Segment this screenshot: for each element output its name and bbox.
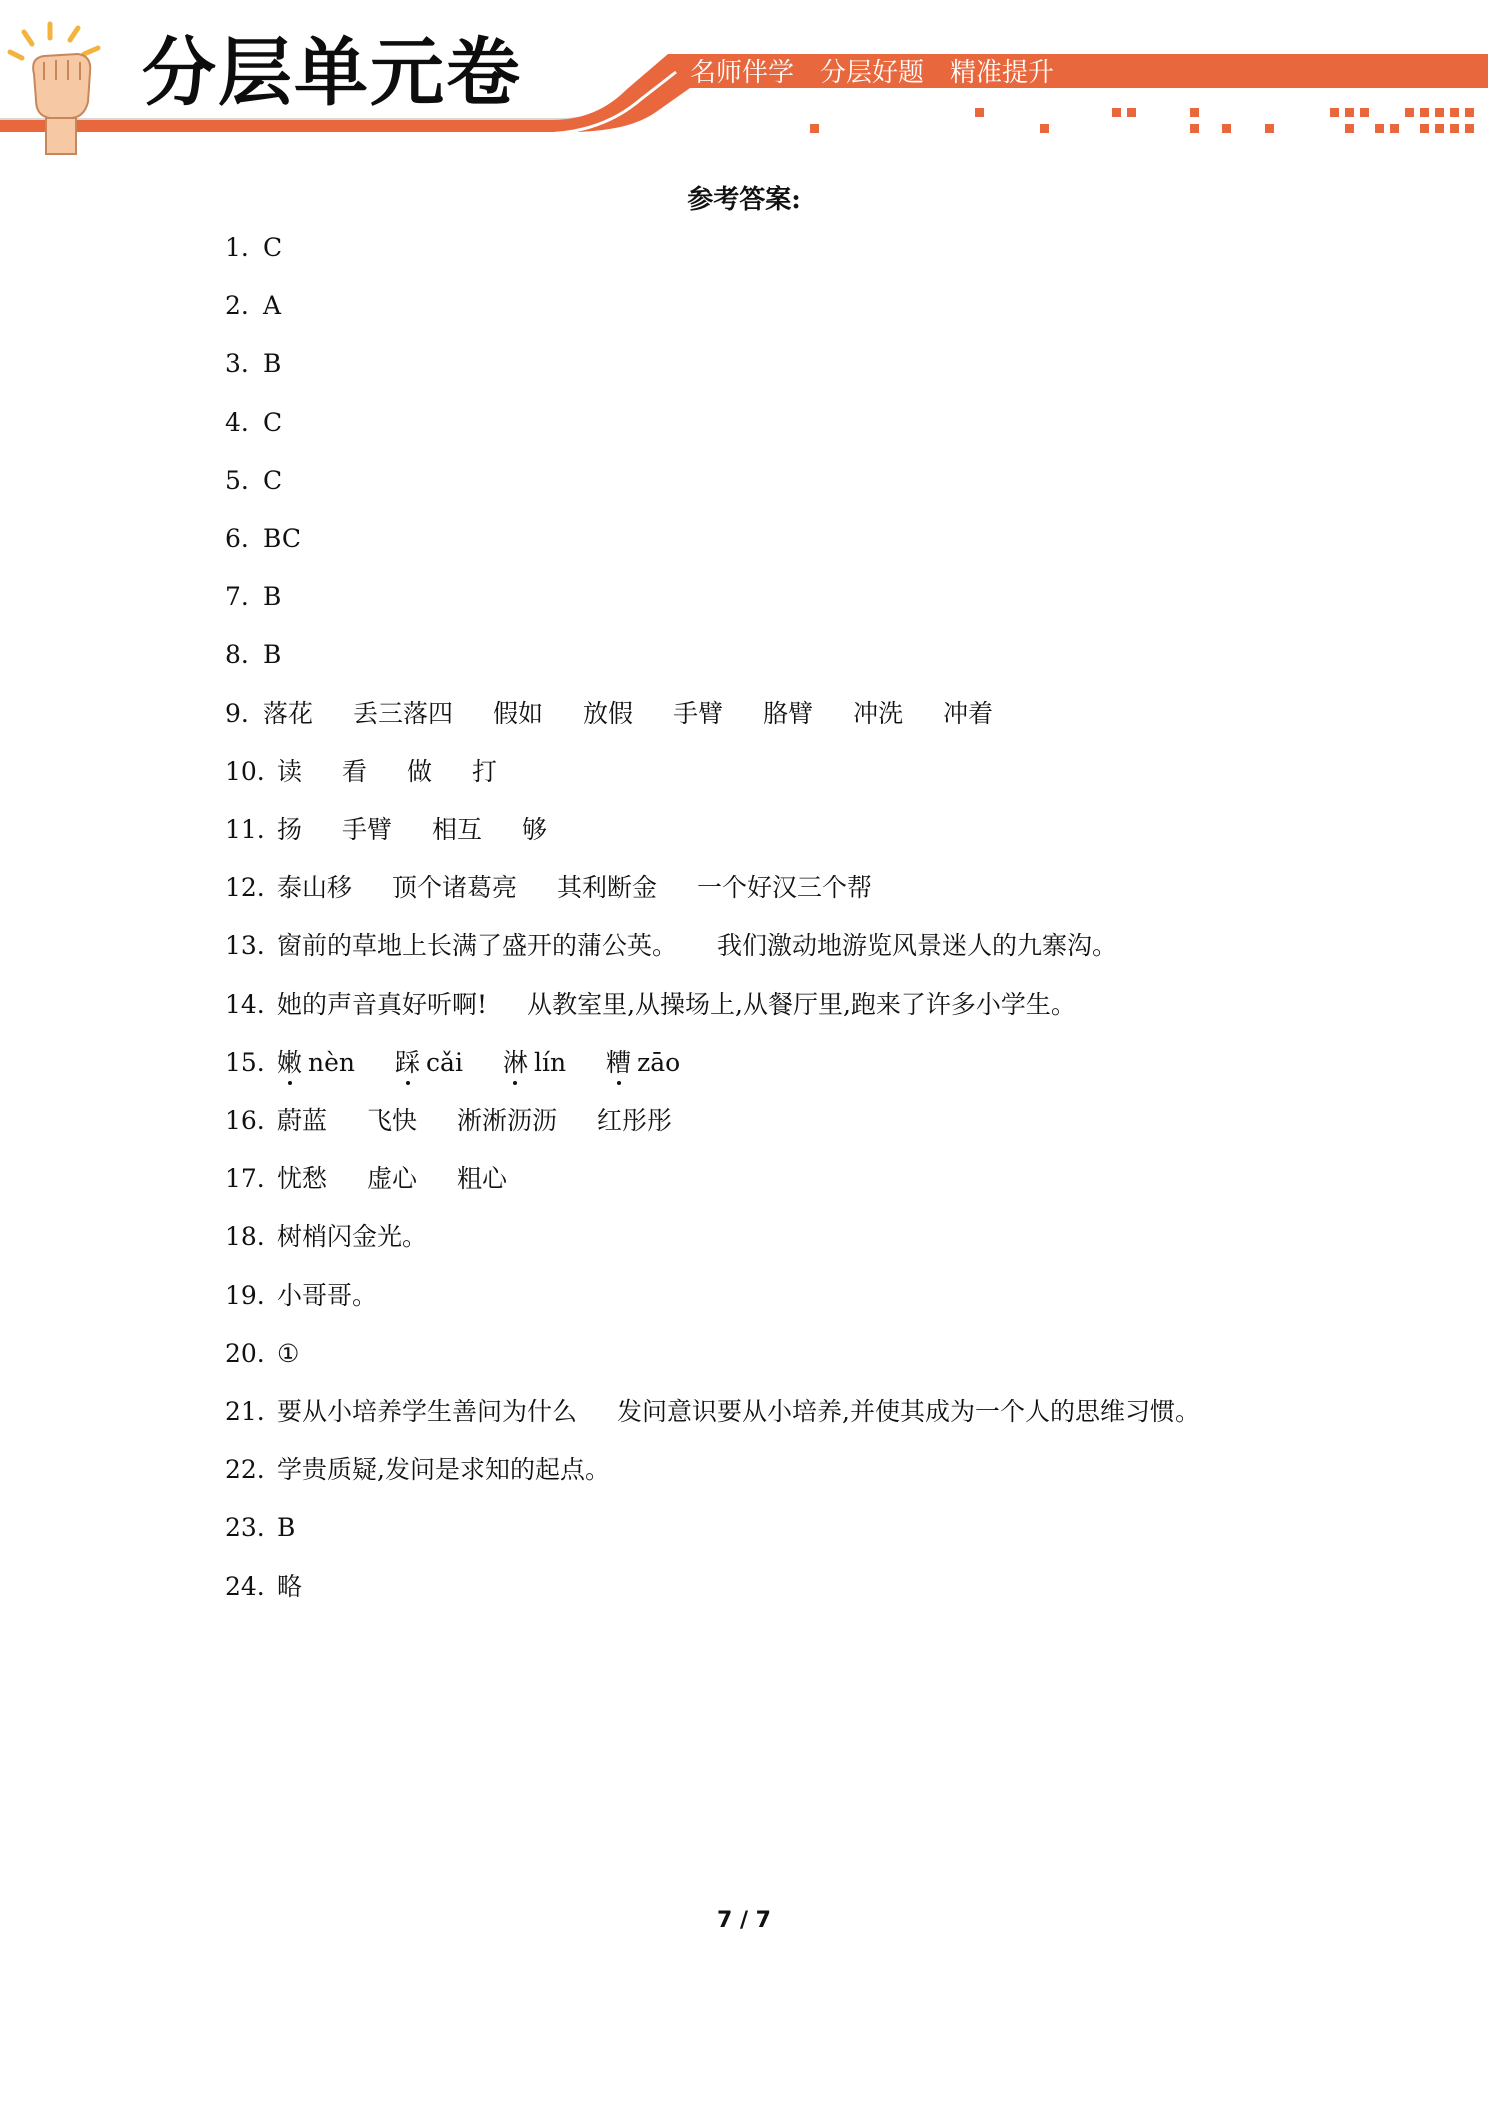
answer-text: 我们激动地游览风景迷人的九寨沟。 [717, 931, 1118, 960]
answer-text: 打 [472, 757, 498, 786]
pinyin-text: zāo [637, 1048, 681, 1077]
answer-text: 胳臂 [763, 699, 814, 728]
answer-row [225, 1508, 295, 1548]
slogan-item: 分层好题 [820, 58, 925, 88]
answer-row [225, 1567, 302, 1607]
answer-row [225, 635, 281, 675]
answer-text: 从教室里,从操场上,从餐厅里,跑来了许多小学生。 [527, 990, 1076, 1019]
pinyin-text: lín [533, 1048, 567, 1077]
answer-text: 红彤彤 [597, 1106, 673, 1135]
answer-text: 顶个诸葛亮 [392, 873, 518, 902]
answer-text: 手臂 [673, 699, 724, 728]
page-header [0, 0, 1488, 160]
answer-number: 19. [225, 1281, 265, 1310]
answer-row [225, 926, 1117, 966]
answer-number: 6. [225, 524, 249, 553]
answer-text: 冲着 [943, 699, 994, 728]
answer-text: 落花 [263, 699, 314, 728]
answer-text: 够 [522, 815, 548, 844]
answer-number: 9. [225, 699, 249, 728]
answer-text: 手臂 [342, 815, 393, 844]
answer-number: 4. [225, 408, 249, 437]
answer-row [225, 1043, 680, 1083]
answer-row [225, 1159, 507, 1199]
answer-text: 做 [407, 757, 433, 786]
answer-text: 冲洗 [853, 699, 904, 728]
answer-text: 丢三落四 [353, 699, 454, 728]
answer-text: B [263, 582, 282, 611]
answer-number: 21. [225, 1397, 265, 1426]
answer-number: 2. [225, 291, 249, 320]
answer-text: 忧愁 [277, 1164, 328, 1193]
answer-text: 飞快 [367, 1106, 418, 1135]
answer-row [225, 868, 872, 908]
answer-text: 学贵质疑,发问是求知的起点。 [277, 1455, 610, 1484]
answer-number: 17. [225, 1164, 265, 1193]
pinyin-answer [277, 1043, 355, 1083]
answer-number: 23. [225, 1513, 265, 1542]
answer-text: C [263, 466, 283, 495]
answer-row [225, 1450, 610, 1490]
answer-text: C [263, 408, 283, 437]
answer-number: 1. [225, 233, 249, 262]
answer-number: 7. [225, 582, 249, 611]
answer-row [225, 344, 281, 384]
answer-row [225, 1392, 1200, 1432]
answer-row [225, 1101, 672, 1141]
answer-text: 窗前的草地上长满了盛开的蒲公英。 [277, 931, 678, 960]
answer-text: 小哥哥。 [277, 1281, 378, 1310]
answer-text: 发问意识要从小培养,并使其成为一个人的思维习惯。 [617, 1397, 1200, 1426]
answer-text: 略 [277, 1572, 303, 1601]
pinyin-answer [606, 1043, 680, 1083]
answer-text: ① [277, 1339, 300, 1368]
answer-row [225, 1276, 377, 1316]
answer-row [225, 286, 281, 326]
answer-text: 树梢闪金光。 [277, 1222, 428, 1251]
dotted-character: 淋 [503, 1043, 528, 1083]
brand-title: 分层单元卷 [142, 30, 522, 116]
answer-text: 看 [342, 757, 368, 786]
answer-number: 5. [225, 466, 249, 495]
answer-text: 假如 [493, 699, 544, 728]
answer-number: 12. [225, 873, 265, 902]
answer-number: 8. [225, 640, 249, 669]
slogan-item: 精准提升 [950, 58, 1055, 88]
answer-text: 相互 [432, 815, 483, 844]
answer-text: A [263, 291, 282, 320]
answer-text: B [263, 640, 282, 669]
answer-number: 22. [225, 1455, 265, 1484]
answer-text: B [263, 349, 282, 378]
answer-row [225, 1217, 427, 1257]
answer-number: 14. [225, 990, 265, 1019]
dotted-character: 糟 [606, 1043, 631, 1083]
answer-row [225, 577, 281, 617]
answer-row [225, 810, 547, 850]
answer-row [225, 985, 1076, 1025]
answer-number: 3. [225, 349, 249, 378]
answer-row [225, 519, 301, 559]
header-slogan [690, 56, 1190, 90]
answer-text: 虚心 [367, 1164, 418, 1193]
answer-text: 她的声音真好听啊! [277, 990, 488, 1019]
answer-text: 其利断金 [557, 873, 658, 902]
answer-number: 10. [225, 757, 265, 786]
answer-row [225, 752, 497, 792]
answer-text: 蔚蓝 [277, 1106, 328, 1135]
pinyin-answer [395, 1043, 463, 1083]
pinyin-text: nèn [308, 1048, 356, 1077]
answer-text: 粗心 [457, 1164, 508, 1193]
answer-text: 要从小培养学生善问为什么 [277, 1397, 578, 1426]
answer-row [225, 228, 282, 268]
pinyin-answer [503, 1043, 566, 1083]
answer-text: 放假 [583, 699, 634, 728]
decorative-squares [810, 108, 1474, 133]
page-number: 7 / 7 [717, 1908, 771, 1933]
answer-number: 13. [225, 931, 265, 960]
dotted-character: 踩 [395, 1043, 420, 1083]
answer-text: 淅淅沥沥 [457, 1106, 558, 1135]
answer-number: 11. [225, 815, 265, 844]
fist-icon [10, 24, 98, 154]
answer-row [225, 403, 282, 443]
dotted-character: 嫩 [277, 1043, 302, 1083]
answer-text: 读 [277, 757, 303, 786]
answer-text: BC [263, 524, 301, 553]
answer-number: 24. [225, 1572, 265, 1601]
answer-text: 泰山移 [277, 873, 353, 902]
answer-text: 扬 [277, 815, 303, 844]
answer-row [225, 694, 993, 734]
answer-text: 一个好汉三个帮 [697, 873, 873, 902]
answer-row [225, 461, 282, 501]
answer-number: 18. [225, 1222, 265, 1251]
answer-row [225, 1334, 299, 1374]
pinyin-text: cǎi [426, 1048, 463, 1077]
answer-number: 16. [225, 1106, 265, 1135]
answer-number: 20. [225, 1339, 265, 1368]
answer-text: B [277, 1513, 296, 1542]
page-heading: 参考答案: [687, 185, 801, 215]
answer-number: 15. [225, 1048, 265, 1077]
slogan-item: 名师伴学 [690, 58, 795, 88]
answer-text: C [263, 233, 283, 262]
